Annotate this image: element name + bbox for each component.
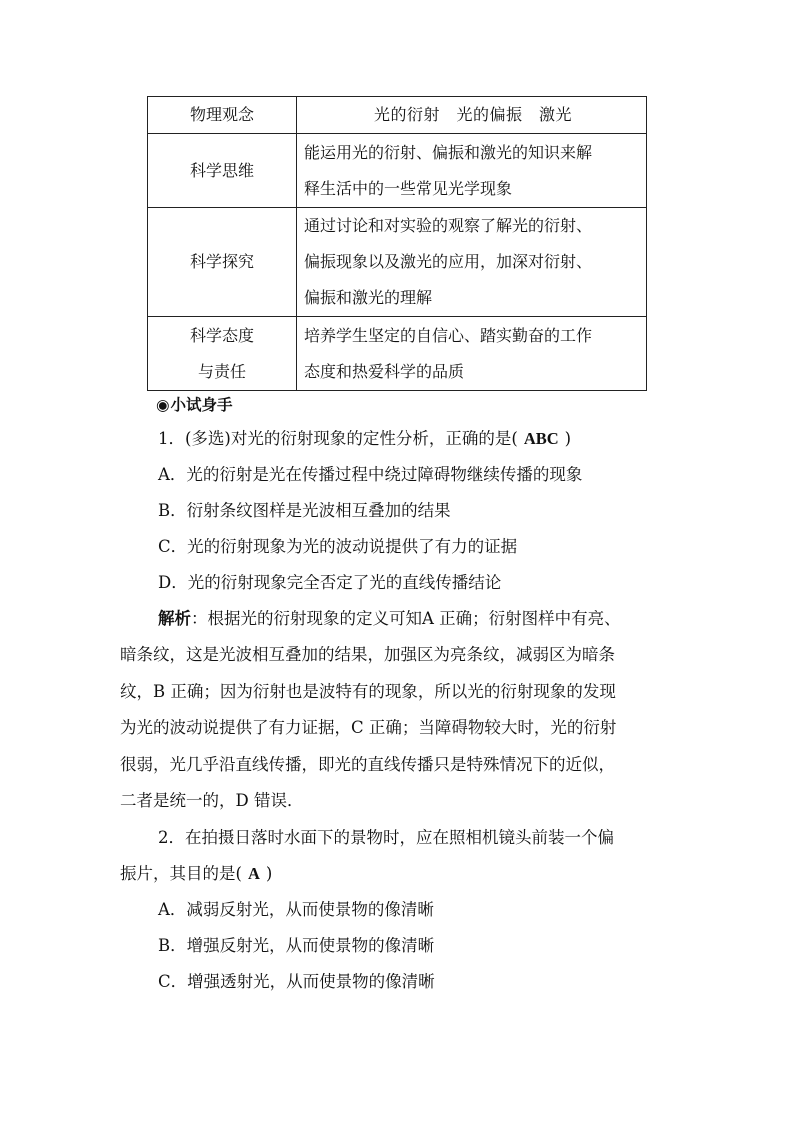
table-value-cell (297, 208, 647, 317)
option-c: C．增强透射光，从而使景物的像清晰 (158, 972, 435, 991)
section-heading (156, 393, 233, 415)
analysis-line: 暗条纹，这是光波相互叠加的结果，加强区为亮条纹，减弱区为暗条 (120, 645, 615, 664)
key-line: 与责任 (197, 361, 246, 381)
analysis-label: 解析 (158, 609, 191, 628)
analysis-first-line: 解析：根据光的衍射现象的定义可知A 正确；衍射图样中有亮、 (158, 609, 621, 628)
table-value-cell (297, 134, 647, 208)
option-a: A．减弱反射光，从而使景物的像清晰 (158, 900, 434, 919)
answer-text: ABC (523, 429, 559, 448)
table-value-cell: 光的衍射 光的偏振 激光 (297, 97, 647, 134)
cell-line: 通过讨论和对实验的观察了解光的衍射、 (304, 216, 593, 235)
table-key-cell: 科学思维 (148, 134, 297, 208)
table-key-cell (148, 317, 297, 391)
table-row (148, 97, 647, 134)
question-1-stem: 1．(多选)对光的衍射现象的定性分析，正确的是( ABC ) (158, 429, 572, 448)
analysis-line: 为光的波动说提供了有力证据，C 正确；当障碍物较大时，光的衍射 (120, 718, 617, 737)
cell-line: 能运用光的衍射、偏振和激光的知识来解 (304, 142, 593, 162)
objectives-table (147, 96, 647, 391)
option-b: B．衍射条纹图样是光波相互叠加的结果 (158, 501, 451, 520)
table-row (148, 208, 647, 317)
answer-text: A (247, 864, 260, 883)
option-c: C．光的衍射现象为光的波动说提供了有力的证据 (158, 537, 518, 556)
analysis-line: 很弱，光几乎沿直线传播，即光的直线传播只是特殊情况下的近似， (120, 755, 615, 774)
cell-line: 培养学生坚定的自信心、踏实勤奋的工作 (304, 325, 593, 345)
table-row (148, 317, 647, 391)
cell-line: 释生活中的一些常见光学现象 (304, 178, 513, 198)
option-d: D．光的衍射现象完全否定了光的直线传播结论 (158, 573, 502, 592)
option-b: B．增强反射光，从而使景物的像清晰 (158, 936, 435, 955)
section-title: 小试身手 (170, 395, 233, 414)
target-icon: ◉ (156, 396, 170, 414)
table-key-cell: 物理观念 (148, 97, 297, 134)
option-a: A．光的衍射是光在传播过程中绕过障碍物继续传播的现象 (158, 465, 583, 484)
table-value-cell (297, 317, 647, 391)
table-key-cell: 科学探究 (148, 208, 297, 317)
question-2-stem-cont: 振片，其目的是( A ) (120, 864, 273, 883)
cell-line: 偏振现象以及激光的应用，加深对衍射、 (304, 252, 593, 271)
key-line: 科学态度 (189, 325, 254, 345)
cell-line: 偏振和激光的理解 (304, 288, 433, 307)
cell-line: 态度和热爱科学的品质 (304, 361, 465, 381)
analysis-line: 纹，B 正确；因为衍射也是波特有的现象，所以光的衍射现象的发现 (120, 682, 616, 701)
question-2-stem: 2．在拍摄日落时水面下的景物时，应在照相机镜头前装一个偏 (158, 828, 614, 847)
table-row (148, 134, 647, 208)
analysis-line: 二者是统一的，D 错误． (120, 791, 304, 810)
